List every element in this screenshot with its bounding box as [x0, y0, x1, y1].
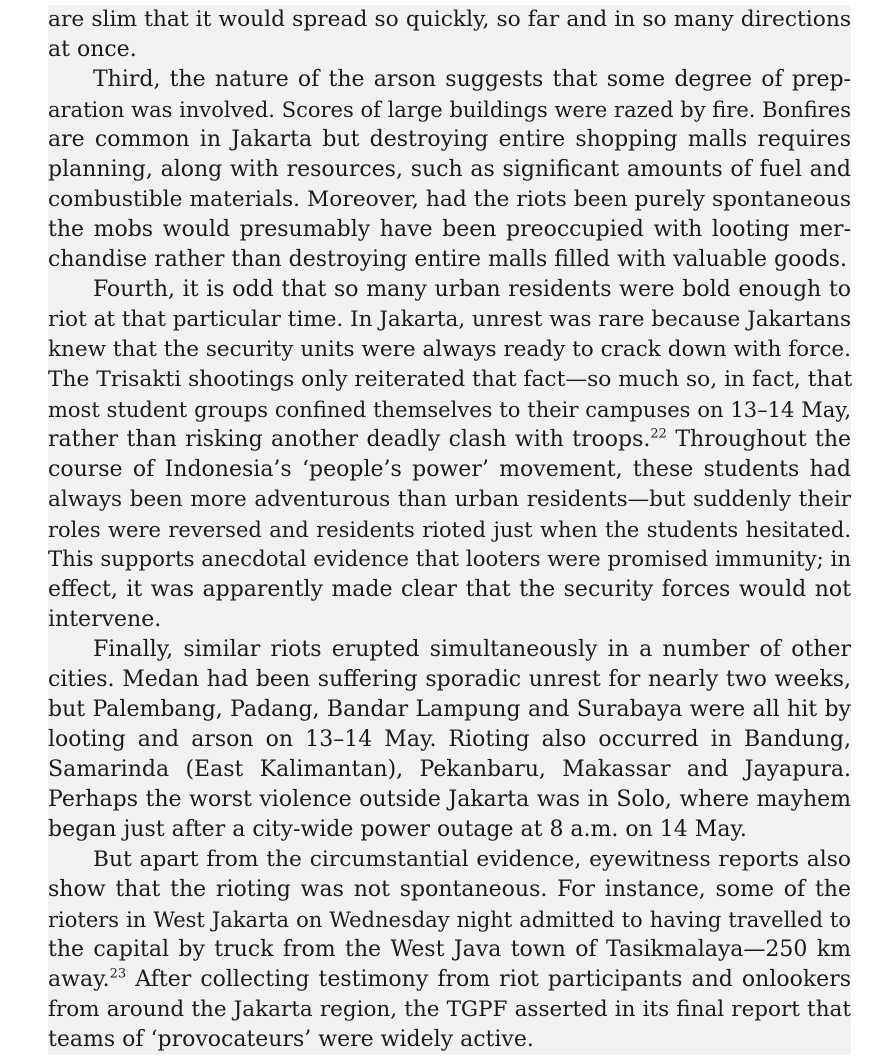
- text-line: [48, 515, 851, 545]
- line-text: combustible materials. Moreover, had the riots been purely spontaneous: [48, 187, 851, 212]
- text-line: [48, 155, 851, 185]
- line-text: Third, the nature of the arson suggests that some degree of prep-: [93, 67, 851, 92]
- book-page-text: [48, 5, 851, 1055]
- line-text: effect, it was apparently made clear that the security forces would not: [48, 577, 851, 602]
- line-text: Finally, similar riots erupted simultaneously in a number of other: [93, 637, 851, 662]
- line-text-continued: Throughout the: [666, 427, 852, 452]
- text-line: [48, 35, 851, 65]
- line-text: Perhaps the worst violence outside Jakarta was in Solo, where mayhem: [48, 787, 851, 812]
- line-text: intervene.: [48, 607, 162, 632]
- line-text: the mobs would presumably have been preoccupied with looting mer-: [48, 217, 851, 242]
- line-text: are slim that it would spread so quickly, so far and in so many directions: [48, 7, 851, 32]
- line-text: but Palembang, Padang, Bandar Lampung and Surabaya were all hit by: [48, 697, 851, 722]
- text-line: [48, 965, 851, 995]
- text-line: [48, 725, 851, 755]
- text-line: [48, 245, 851, 275]
- text-line: [48, 425, 851, 455]
- text-line: [48, 455, 851, 485]
- text-line: [48, 695, 851, 725]
- text-line: [48, 395, 851, 425]
- line-text: Samarinda (East Kalimantan), Pekanbaru, Makassar and Jayapura.: [48, 757, 851, 782]
- text-line: [48, 575, 851, 605]
- line-text: the capital by truck from the West Java town of Tasikmalaya—250 km: [48, 937, 851, 962]
- text-line: [48, 905, 851, 935]
- text-line: [48, 785, 851, 815]
- text-line: [48, 215, 851, 245]
- text-line: [48, 5, 851, 35]
- line-text: from around the Jakarta region, the TGPF asserted in its final report that: [48, 997, 851, 1022]
- line-text: course of Indonesia’s ‘people’s power’ movement, these students had: [48, 457, 851, 482]
- line-text: chandise rather than destroying entire malls filled with valuable goods.: [48, 247, 847, 272]
- line-text: knew that the security units were always ready to crack down with force.: [48, 337, 851, 362]
- paragraph-first-line: [48, 65, 851, 95]
- line-text: always been more adventurous than urban residents—but suddenly their: [48, 487, 851, 512]
- text-line: [48, 875, 851, 905]
- text-line: [48, 665, 851, 695]
- text-line: [48, 995, 851, 1025]
- text-line: [48, 545, 851, 575]
- text-line: [48, 485, 851, 515]
- line-text: looting and arson on 13–14 May. Rioting also occurred in Bandung,: [48, 727, 851, 752]
- line-text: riot at that particular time. In Jakarta, unrest was rare because Jakartans: [48, 307, 851, 332]
- line-text: planning, along with resources, such as significant amounts of fuel and: [48, 157, 851, 182]
- line-text: The Trisakti shootings only reiterated that fact—so much so, in fact, that: [48, 367, 853, 392]
- text-line: [48, 755, 851, 785]
- line-text: cities. Medan had been suffering sporadic unrest for nearly two weeks,: [48, 667, 851, 692]
- text-line: [48, 335, 851, 365]
- paragraph-first-line: [48, 635, 851, 665]
- text-line: [48, 95, 851, 125]
- paragraph-first-line: [48, 275, 851, 305]
- footnote-marker: 22: [650, 426, 667, 442]
- line-text: rioters in West Jakarta on Wednesday night admitted to having travelled to: [48, 908, 851, 932]
- text-line: [48, 185, 851, 215]
- line-text: This supports anecdotal evidence that looters were promised immunity; in: [48, 547, 852, 572]
- line-text: most student groups confined themselves to their campuses on 13–14 May,: [48, 398, 851, 422]
- line-text: rather than risking another deadly clash with troops.: [48, 427, 651, 452]
- line-text: But apart from the circumstantial evidence, eyewitness reports also: [93, 847, 851, 872]
- line-text: began just after a city-wide power outage at 8 a.m. on 14 May.: [48, 817, 747, 842]
- line-text: at once.: [48, 37, 137, 62]
- text-line: [48, 815, 851, 845]
- line-text: teams of ‘provocateurs’ were widely active.: [48, 1027, 534, 1052]
- line-text: are common in Jakarta but destroying entire shopping malls requires: [48, 127, 851, 152]
- line-text: Fourth, it is odd that so many urban residents were bold enough to: [93, 277, 851, 302]
- text-line: [48, 935, 851, 965]
- text-line: [48, 1025, 851, 1055]
- paragraph-first-line: [48, 845, 851, 875]
- text-line: [48, 605, 851, 635]
- footnote-marker: 23: [109, 966, 127, 982]
- line-text-continued: After collecting testimony from riot participants and onlookers: [126, 967, 851, 992]
- text-line: [48, 365, 851, 395]
- line-text: show that the rioting was not spontaneous. For instance, some of the: [48, 877, 851, 902]
- text-line: [48, 305, 851, 335]
- line-text: roles were reversed and residents rioted just when the students hesitated.: [48, 518, 851, 542]
- text-line: [48, 125, 851, 155]
- line-text: away.: [48, 967, 110, 992]
- line-text: aration was involved. Scores of large buildings were razed by fire. Bonfires: [48, 98, 851, 122]
